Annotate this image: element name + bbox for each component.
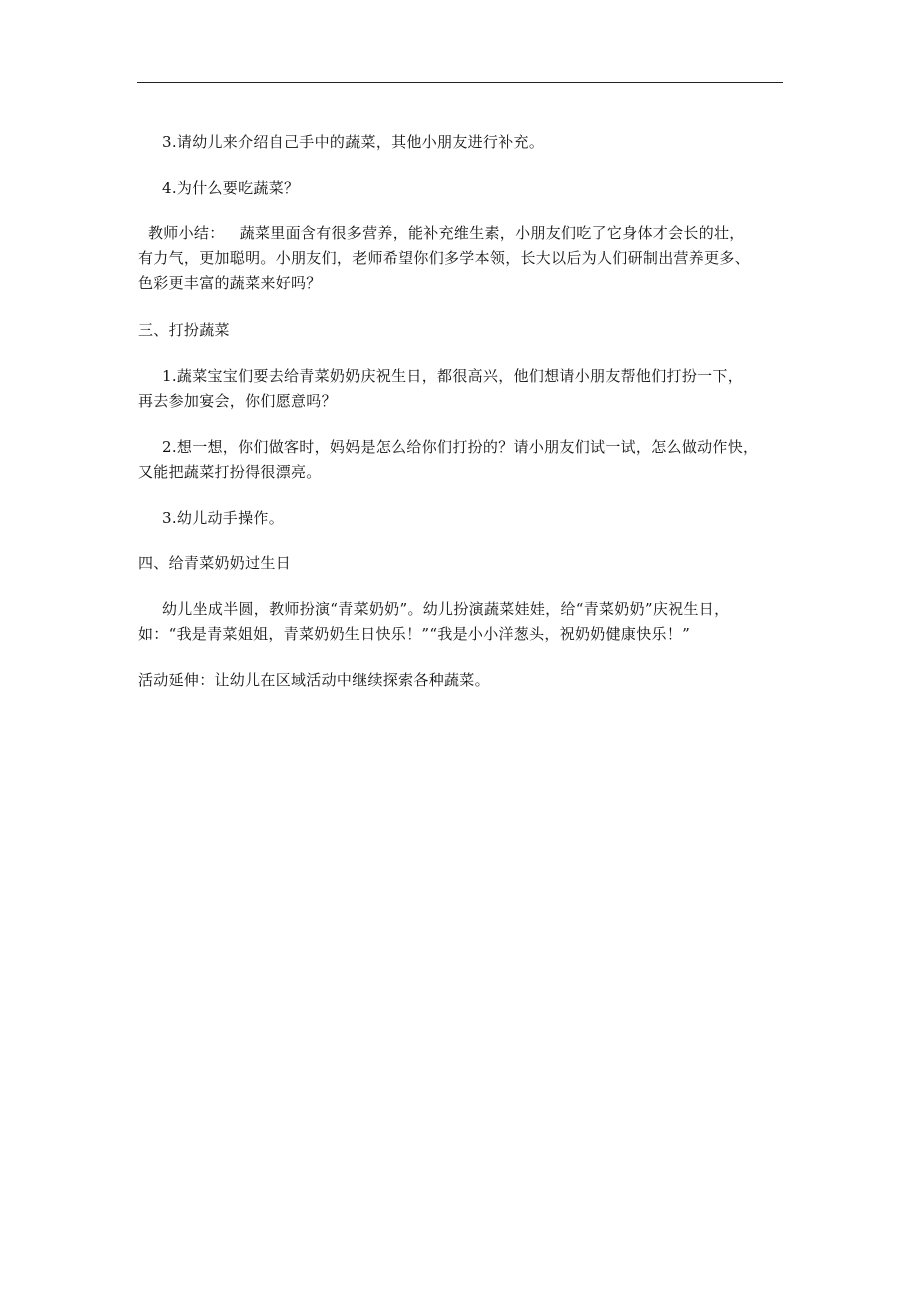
roleplay-line-1: 幼儿坐成半圆，教师扮演“青菜奶奶”。幼儿扮演蔬菜娃娃，给“青菜奶奶”庆祝生日， — [162, 600, 730, 618]
header-rule — [137, 82, 783, 83]
paragraph-item-3-operate: 3.幼儿动手操作。 — [162, 509, 285, 527]
roleplay-line-2: 如：“我是青菜姐姐，青菜奶奶生日快乐！”“我是小小洋葱头，祝奶奶健康快乐！” — [138, 625, 691, 643]
summary-line-3: 色彩更丰富的蔬菜来好吗？ — [138, 274, 322, 292]
summary-line-1: 教师小结： 蔬菜里面含有很多营养，能补充维生素，小朋友们吃了它身体才会长的壮， — [148, 224, 745, 242]
paragraph-item-1-birthday — [138, 364, 788, 414]
summary-line-2: 有力气，更加聪明。小朋友们，老师希望你们多学本领，长大以后为人们研制出营养更多、 — [138, 249, 751, 267]
paragraph-role-play — [138, 597, 788, 647]
document-body — [138, 130, 788, 693]
item1-line-2: 再去参加宴会，你们愿意吗？ — [138, 392, 337, 410]
paragraph-item-3-introduce: 3.请幼儿来介绍自己手中的蔬菜，其他小朋友进行补充。 — [162, 133, 545, 151]
item1-line-1: 1.蔬菜宝宝们要去给青菜奶奶庆祝生日，都很高兴，他们想请小朋友帮他们打扮一下， — [162, 367, 744, 385]
section-heading-birthday: 四、给青菜奶奶过生日 — [138, 554, 292, 572]
item2-line-2: 又能把蔬菜打扮得很漂亮。 — [138, 463, 322, 481]
paragraph-item-2-think — [138, 435, 788, 485]
section-heading-dress-vegetables: 三、打扮蔬菜 — [138, 321, 230, 339]
paragraph-activity-extension: 活动延伸：让幼儿在区域活动中继续探索各种蔬菜。 — [138, 671, 490, 689]
paragraph-item-4-why-eat: 4.为什么要吃蔬菜？ — [162, 179, 300, 197]
paragraph-teacher-summary — [138, 221, 788, 296]
item2-line-1: 2.想一想，你们做客时，妈妈是怎么给你们打扮的？请小朋友们试一试，怎么做动作快， — [162, 438, 759, 456]
